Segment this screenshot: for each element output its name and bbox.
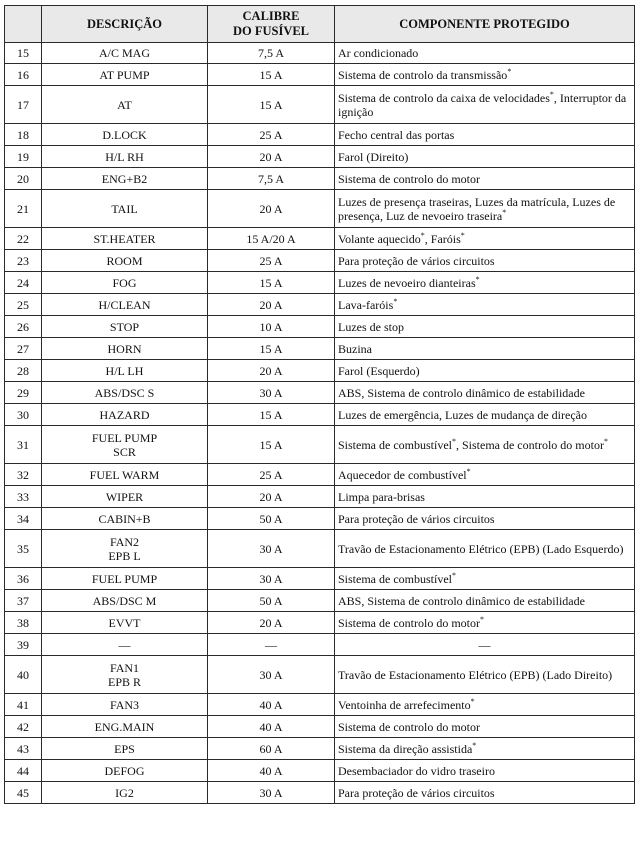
fuse-number: 21 xyxy=(5,190,42,228)
fuse-number: 18 xyxy=(5,124,42,146)
protected-component xyxy=(335,190,635,228)
component-text: ABS, Sistema de controlo dinâmico de estabilidade xyxy=(338,593,585,608)
fuse-description-line: SCR xyxy=(113,444,136,459)
table-row xyxy=(5,190,635,228)
fuse-description xyxy=(42,43,208,64)
fuse-number: 15 xyxy=(5,43,42,64)
component-text: Luzes de stop xyxy=(338,319,404,334)
table-row xyxy=(5,124,635,146)
table-row xyxy=(5,382,635,404)
fuse-rating: 7,5 A xyxy=(208,43,335,64)
fuse-number: 26 xyxy=(5,316,42,338)
fuse-description xyxy=(42,228,208,250)
protected-component xyxy=(335,694,635,716)
table-row xyxy=(5,530,635,568)
component-text: , Faróis xyxy=(424,231,461,246)
component-text: , Interruptor da ignição xyxy=(338,90,627,119)
component-text: — xyxy=(478,637,491,652)
fuse-rating: 20 A xyxy=(208,612,335,634)
footnote-marker: * xyxy=(393,296,398,306)
fuse-description xyxy=(42,294,208,316)
fuse-description xyxy=(42,272,208,294)
component-text: Sistema de controlo da caixa de velocidades xyxy=(338,90,550,105)
fuse-description xyxy=(42,426,208,464)
component-text: ABS, Sistema de controlo dinâmico de estabilidade xyxy=(338,385,585,400)
table-row xyxy=(5,634,635,656)
table-row xyxy=(5,294,635,316)
fuse-number: 28 xyxy=(5,360,42,382)
protected-component xyxy=(335,426,635,464)
component-text: Para proteção de vários circuitos xyxy=(338,511,495,526)
fuse-description-line: DEFOG xyxy=(104,763,145,778)
fuse-description-line: STOP xyxy=(109,319,140,334)
protected-component xyxy=(335,43,635,64)
fuse-rating: 60 A xyxy=(208,738,335,760)
fuse-rating: 20 A xyxy=(208,190,335,228)
fuse-number: 30 xyxy=(5,404,42,426)
component-text: Sistema de controlo do motor xyxy=(338,719,480,734)
header-componente: COMPONENTE PROTEGIDO xyxy=(335,6,635,43)
component-text: Limpa para-brisas xyxy=(338,489,425,504)
component-text: Sistema de controlo da transmissão xyxy=(338,67,508,82)
component-text: Buzina xyxy=(338,341,372,356)
table-row xyxy=(5,486,635,508)
fuse-description-line: FAN3 xyxy=(109,697,140,712)
fuse-description-line: CABIN+B xyxy=(98,511,151,526)
fuse-number: 36 xyxy=(5,568,42,590)
fuse-description-line: EPB R xyxy=(107,674,141,689)
fuse-rating: 30 A xyxy=(208,568,335,590)
fuse-description-line: ABS/DSC S xyxy=(94,385,155,400)
fuse-rating: 25 A xyxy=(208,464,335,486)
fuse-description xyxy=(42,694,208,716)
table-row xyxy=(5,782,635,804)
fuse-number: 24 xyxy=(5,272,42,294)
footnote-marker: * xyxy=(420,230,425,240)
fuse-description-line: FAN2 xyxy=(109,534,140,549)
fuse-number: 16 xyxy=(5,64,42,86)
header-calibre-line1: CALIBRE xyxy=(242,9,300,23)
footnote-marker: * xyxy=(451,570,456,580)
component-text: Ventoinha de arrefecimento xyxy=(338,697,471,712)
component-text: Travão de Estacionamento Elétrico (EPB) (Lado Esquerdo) xyxy=(338,541,624,556)
table-row xyxy=(5,338,635,360)
protected-component xyxy=(335,716,635,738)
footnote-marker: * xyxy=(479,614,484,624)
protected-component xyxy=(335,86,635,124)
fuse-number: 35 xyxy=(5,530,42,568)
fuse-description xyxy=(42,250,208,272)
table-row xyxy=(5,508,635,530)
component-text: Volante aquecido xyxy=(338,231,421,246)
fuse-description-line: HORN xyxy=(107,341,142,356)
fuse-description xyxy=(42,738,208,760)
table-row xyxy=(5,590,635,612)
fuse-rating: 10 A xyxy=(208,316,335,338)
table-row xyxy=(5,738,635,760)
component-text: Ar condicionado xyxy=(338,46,419,60)
table-row xyxy=(5,146,635,168)
fuse-description xyxy=(42,338,208,360)
footnote-marker: * xyxy=(466,466,471,476)
fuse-rating: 25 A xyxy=(208,124,335,146)
fuse-rating: 15 A xyxy=(208,86,335,124)
fuse-description-line: HAZARD xyxy=(99,407,150,422)
fuse-description xyxy=(42,568,208,590)
component-text: Farol (Direito) xyxy=(338,149,409,164)
protected-component xyxy=(335,738,635,760)
fuse-rating: 25 A xyxy=(208,250,335,272)
table-row xyxy=(5,612,635,634)
fuse-description-line: ST.HEATER xyxy=(93,231,156,246)
footnote-marker: * xyxy=(470,696,475,706)
fuse-description-line: H/L RH xyxy=(105,149,144,164)
fuse-description xyxy=(42,634,208,656)
fuse-number: 40 xyxy=(5,656,42,694)
protected-component xyxy=(335,464,635,486)
footnote-marker: * xyxy=(507,66,512,76)
table-row xyxy=(5,168,635,190)
fuse-description-line: A/C MAG xyxy=(98,46,150,60)
protected-component xyxy=(335,338,635,360)
header-calibre xyxy=(208,6,335,43)
table-row xyxy=(5,250,635,272)
fuse-number: 17 xyxy=(5,86,42,124)
table-row xyxy=(5,360,635,382)
footnote-marker: * xyxy=(472,740,477,750)
fuse-number: 23 xyxy=(5,250,42,272)
fuse-description-line: FUEL PUMP xyxy=(91,571,158,586)
component-text: Para proteção de vários circuitos xyxy=(338,253,495,268)
fuse-description-line: ENG.MAIN xyxy=(94,719,155,734)
fuse-number: 39 xyxy=(5,634,42,656)
footnote-marker: * xyxy=(549,89,554,99)
fuse-rating: 20 A xyxy=(208,294,335,316)
fuse-number: 41 xyxy=(5,694,42,716)
table-row xyxy=(5,64,635,86)
component-text: Sistema de controlo do motor xyxy=(338,615,480,630)
component-text: Para proteção de vários circuitos xyxy=(338,785,495,800)
fuse-number: 27 xyxy=(5,338,42,360)
fuse-number: 32 xyxy=(5,464,42,486)
fuse-table xyxy=(4,5,635,804)
component-text: Lava-faróis xyxy=(338,297,394,312)
footnote-marker: * xyxy=(603,436,608,446)
footnote-marker: * xyxy=(475,274,480,284)
fuse-rating: 15 A xyxy=(208,426,335,464)
fuse-rating: 30 A xyxy=(208,782,335,804)
fuse-description-line: H/L LH xyxy=(105,363,144,378)
fuse-description-line: ROOM xyxy=(106,253,143,268)
fuse-description-line: H/CLEAN xyxy=(98,297,151,312)
fuse-number: 37 xyxy=(5,590,42,612)
fuse-description xyxy=(42,782,208,804)
protected-component xyxy=(335,360,635,382)
fuse-rating: 15 A xyxy=(208,338,335,360)
fuse-description-line: — xyxy=(118,637,131,652)
protected-component xyxy=(335,316,635,338)
fuse-description xyxy=(42,316,208,338)
fuse-number: 31 xyxy=(5,426,42,464)
fuse-description xyxy=(42,86,208,124)
component-text: Luzes de presença traseiras, Luzes da matrícula, Luzes de presença, Luz de nevoeiro traseira xyxy=(338,194,616,223)
protected-component xyxy=(335,404,635,426)
fuse-rating: 20 A xyxy=(208,360,335,382)
fuse-number: 43 xyxy=(5,738,42,760)
protected-component xyxy=(335,486,635,508)
header-row xyxy=(5,6,635,43)
protected-component xyxy=(335,228,635,250)
header-number xyxy=(5,6,42,43)
fuse-rating: 20 A xyxy=(208,146,335,168)
table-row xyxy=(5,426,635,464)
component-text: Sistema de controlo do motor xyxy=(338,171,480,186)
fuse-rating: 40 A xyxy=(208,760,335,782)
protected-component xyxy=(335,760,635,782)
fuse-description xyxy=(42,464,208,486)
fuse-number: 19 xyxy=(5,146,42,168)
table-row xyxy=(5,43,635,64)
protected-component xyxy=(335,612,635,634)
fuse-rating: 30 A xyxy=(208,530,335,568)
fuse-description xyxy=(42,508,208,530)
fuse-rating: 15 A/20 A xyxy=(208,228,335,250)
fuse-description-line: IG2 xyxy=(115,785,134,800)
table-header xyxy=(5,6,635,43)
component-text: Travão de Estacionamento Elétrico (EPB) (Lado Direito) xyxy=(338,667,613,682)
fuse-description-line: FUEL WARM xyxy=(89,467,160,482)
protected-component xyxy=(335,146,635,168)
protected-component xyxy=(335,124,635,146)
table-body xyxy=(5,43,635,804)
component-text: Fecho central das portas xyxy=(338,127,455,142)
fuse-description-line: TAIL xyxy=(111,201,138,216)
fuse-rating: 40 A xyxy=(208,716,335,738)
protected-component xyxy=(335,782,635,804)
table-row xyxy=(5,316,635,338)
footnote-marker: * xyxy=(460,230,465,240)
component-text: Aquecedor de combustível xyxy=(338,467,467,482)
fuse-rating: 15 A xyxy=(208,64,335,86)
component-text: Sistema de combustível xyxy=(338,571,452,586)
table-row xyxy=(5,760,635,782)
protected-component xyxy=(335,250,635,272)
fuse-description-line: EPB L xyxy=(108,548,141,563)
fuse-description xyxy=(42,190,208,228)
fuse-rating: 15 A xyxy=(208,272,335,294)
protected-component xyxy=(335,634,635,656)
fuse-rating: 40 A xyxy=(208,694,335,716)
fuse-number: 38 xyxy=(5,612,42,634)
protected-component xyxy=(335,64,635,86)
fuse-number: 44 xyxy=(5,760,42,782)
fuse-description xyxy=(42,360,208,382)
table-row xyxy=(5,656,635,694)
table-row xyxy=(5,404,635,426)
fuse-description-line: FOG xyxy=(112,275,137,290)
component-text: Sistema da direção assistida xyxy=(338,741,473,756)
protected-component xyxy=(335,294,635,316)
fuse-rating: 30 A xyxy=(208,656,335,694)
protected-component xyxy=(335,568,635,590)
component-text: Farol (Esquerdo) xyxy=(338,363,420,378)
fuse-description-line: FAN1 xyxy=(109,660,140,675)
protected-component xyxy=(335,656,635,694)
table-row xyxy=(5,228,635,250)
fuse-number: 34 xyxy=(5,508,42,530)
component-text: Luzes de nevoeiro dianteiras xyxy=(338,275,476,290)
fuse-description xyxy=(42,124,208,146)
fuse-rating: 20 A xyxy=(208,486,335,508)
fuse-number: 29 xyxy=(5,382,42,404)
protected-component xyxy=(335,168,635,190)
header-calibre-line2: DO FUSÍVEL xyxy=(232,24,310,38)
component-text: Desembaciador do vidro traseiro xyxy=(338,763,495,778)
fuse-number: 42 xyxy=(5,716,42,738)
fuse-description-line: AT xyxy=(117,97,132,112)
fuse-description xyxy=(42,716,208,738)
fuse-description-line: ABS/DSC M xyxy=(92,593,157,608)
fuse-description-line: AT PUMP xyxy=(99,67,150,82)
component-text: Sistema de combustível xyxy=(338,437,452,452)
protected-component xyxy=(335,272,635,294)
fuse-description-line: D.LOCK xyxy=(102,127,147,142)
fuse-description xyxy=(42,64,208,86)
fuse-description-line: WIPER xyxy=(105,489,144,504)
fuse-rating: 15 A xyxy=(208,404,335,426)
fuse-number: 20 xyxy=(5,168,42,190)
protected-component xyxy=(335,530,635,568)
fuse-description xyxy=(42,168,208,190)
fuse-rating: 50 A xyxy=(208,590,335,612)
component-text: Luzes de emergência, Luzes de mudança de direção xyxy=(338,407,587,422)
fuse-description xyxy=(42,612,208,634)
fuse-number: 33 xyxy=(5,486,42,508)
fuse-description xyxy=(42,530,208,568)
footnote-marker: * xyxy=(451,436,456,446)
header-descricao: DESCRIÇÃO xyxy=(42,6,208,43)
table-row xyxy=(5,464,635,486)
fuse-rating: — xyxy=(208,634,335,656)
fuse-rating: 50 A xyxy=(208,508,335,530)
fuse-description-line: EPS xyxy=(114,741,135,756)
fuse-description-line: FUEL PUMP xyxy=(91,430,158,445)
fuse-description xyxy=(42,382,208,404)
fuse-description xyxy=(42,486,208,508)
table-row xyxy=(5,716,635,738)
fuse-description-line: EVVT xyxy=(108,615,141,630)
table-row xyxy=(5,272,635,294)
fuse-number: 45 xyxy=(5,782,42,804)
fuse-description-line: ENG+B2 xyxy=(101,171,148,186)
table-row xyxy=(5,86,635,124)
fuse-description xyxy=(42,656,208,694)
fuse-description xyxy=(42,146,208,168)
fuse-rating: 30 A xyxy=(208,382,335,404)
protected-component xyxy=(335,590,635,612)
component-text: , Sistema de controlo do motor xyxy=(455,437,604,452)
protected-component xyxy=(335,508,635,530)
fuse-number: 25 xyxy=(5,294,42,316)
table-row xyxy=(5,694,635,716)
fuse-number: 22 xyxy=(5,228,42,250)
fuse-description xyxy=(42,590,208,612)
table-row xyxy=(5,568,635,590)
fuse-description xyxy=(42,404,208,426)
protected-component xyxy=(335,382,635,404)
footnote-marker: * xyxy=(502,207,507,217)
fuse-description xyxy=(42,760,208,782)
fuse-rating: 7,5 A xyxy=(208,168,335,190)
